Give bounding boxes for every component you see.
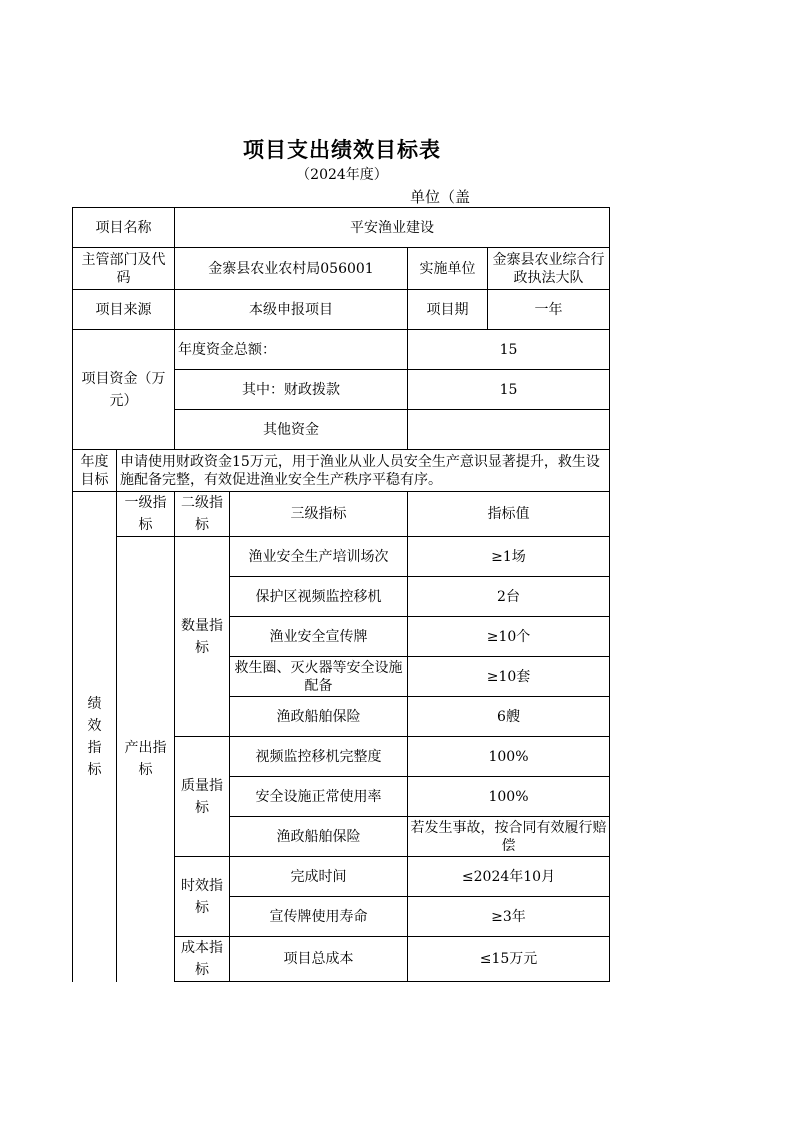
indicator-value: 若发生事故，按合同有效履行赔偿: [408, 817, 610, 857]
year-label: （2024年度）: [296, 167, 388, 183]
indicator-value: 100%: [408, 737, 610, 777]
period-label: 项目期: [408, 290, 488, 330]
level1-header: 一级指标: [117, 492, 175, 537]
level2-header: 二级指标: [175, 492, 230, 537]
indicator-value: ≥3年: [408, 897, 610, 937]
performance-table: [72, 207, 610, 982]
dept-value: 金寨县农业农村局056001: [175, 248, 408, 290]
period-value: 一年: [488, 290, 610, 330]
indicator-name: 渔业安全生产培训场次: [230, 537, 408, 577]
quantity-indicator-label: 数量指标: [175, 537, 230, 737]
output-indicator-label: 产出指标: [117, 537, 175, 982]
timeliness-indicator-label: 时效指标: [175, 857, 230, 937]
indicator-name: 项目总成本: [230, 937, 408, 982]
indicator-value: 6艘: [408, 697, 610, 737]
indicator-name: 保护区视频监控移机: [230, 577, 408, 617]
funds-other-label: 其他资金: [175, 410, 408, 450]
indicator-value: 2台: [408, 577, 610, 617]
funds-fiscal-value: 15: [408, 370, 610, 410]
dept-label: 主管部门及代码: [73, 248, 175, 290]
source-label: 项目来源: [73, 290, 175, 330]
project-name-label: 项目名称: [73, 208, 175, 248]
indicator-name: 视频监控移机完整度: [230, 737, 408, 777]
goal-text: 申请使用财政资金15万元，用于渔业从业人员安全生产意识显著提升，救生设施配备完整，有效促进渔业安全生产秩序平稳有序。: [117, 450, 610, 492]
indicator-value: ≤2024年10月: [408, 857, 610, 897]
goal-label: 年度目标: [73, 450, 117, 492]
project-name-value: 平安渔业建设: [175, 208, 610, 248]
funds-total-value: 15: [408, 330, 610, 370]
indicator-value: ≥10个: [408, 617, 610, 657]
quality-indicator-label: 质量指标: [175, 737, 230, 857]
indicator-value: ≤15万元: [408, 937, 610, 982]
indicator-name: 渔业安全宣传牌: [230, 617, 408, 657]
impl-label: 实施单位: [408, 248, 488, 290]
indicator-name: 完成时间: [230, 857, 408, 897]
page-title: 项目支出绩效目标表: [243, 138, 441, 162]
source-value: 本级申报项目: [175, 290, 408, 330]
level3-header: 三级指标: [230, 492, 408, 537]
indicator-value: ≥1场: [408, 537, 610, 577]
funds-other-value: [408, 410, 610, 450]
indicator-value: 100%: [408, 777, 610, 817]
indicator-name: 安全设施正常使用率: [230, 777, 408, 817]
value-header: 指标值: [408, 492, 610, 537]
funds-fiscal-label: 其中：财政拨款: [175, 370, 408, 410]
funds-label: 项目资金（万元）: [73, 330, 175, 450]
indicator-name: 渔政船舶保险: [230, 697, 408, 737]
performance-indicators-label: 绩效指标: [73, 492, 117, 982]
indicator-name: 宣传牌使用寿命: [230, 897, 408, 937]
impl-value: 金寨县农业综合行政执法大队: [488, 248, 610, 290]
cost-indicator-label: 成本指标: [175, 937, 230, 982]
indicator-name: 渔政船舶保险: [230, 817, 408, 857]
unit-label: 单位（盖: [410, 188, 471, 206]
indicator-name: 救生圈、灭火器等安全设施配备: [230, 657, 408, 697]
funds-total-label: 年度资金总额：: [175, 330, 408, 370]
indicator-value: ≥10套: [408, 657, 610, 697]
